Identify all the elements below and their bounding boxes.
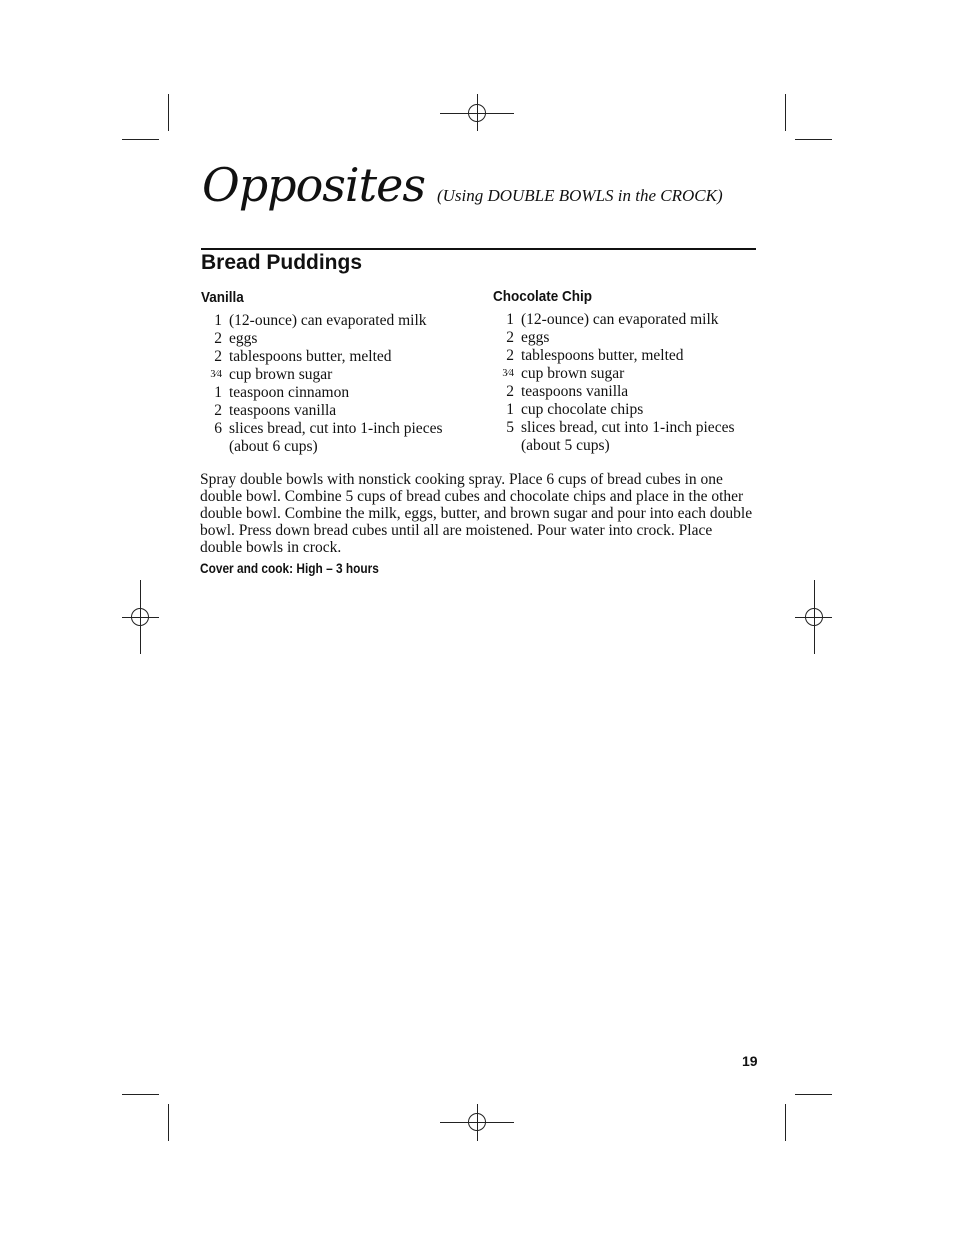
recipe-vanilla xyxy=(201,289,442,456)
page-subtitle: (Using DOUBLE BOWLS in the CROCK) xyxy=(436,186,723,205)
ingredient-qty: 3⁄4 xyxy=(210,369,222,380)
ingredient-row xyxy=(200,384,442,402)
ingredient-item: tablespoons butter, melted xyxy=(521,347,684,364)
ingredient-qty: 1 xyxy=(506,311,514,328)
ingredient-qty: 1 xyxy=(214,312,222,329)
ingredient-row xyxy=(492,329,734,347)
recipe-name: Vanilla xyxy=(201,289,244,306)
ingredient-item: eggs xyxy=(521,329,550,346)
page-title: Opposites xyxy=(202,158,425,212)
ingredient-item: cup brown sugar xyxy=(229,366,333,383)
crop-mark xyxy=(795,1094,832,1095)
cook-note: Cover and cook: High – 3 hours xyxy=(200,561,379,576)
ingredient-row xyxy=(492,419,734,455)
ingredient-row xyxy=(492,347,734,365)
ingredient-item: teaspoon cinnamon xyxy=(229,384,350,401)
recipe-name: Chocolate Chip xyxy=(493,288,593,305)
ingredient-row xyxy=(492,365,734,383)
ingredient-list xyxy=(492,311,734,455)
page-number: 19 xyxy=(742,1053,758,1069)
ingredient-item: (12-ounce) can evaporated milk xyxy=(229,312,427,329)
ingredient-qty: 2 xyxy=(506,347,514,364)
crop-mark xyxy=(168,94,169,131)
ingredient-qty: 2 xyxy=(214,402,222,419)
instructions-paragraph: Spray double bowls with nonstick cooking spray. Place 6 cups of bread cubes in one double bowl. Combine 5 cups of bread cubes and chocolate chips and place in the other double bowl. Combine the milk, eggs, butter, and brown sugar and pour into each double bowl. Press down bread cubes until all are moistened. Pour water into crock. Place double bowls in crock. xyxy=(200,471,753,556)
section-divider xyxy=(201,248,756,250)
section-title: Bread Puddings xyxy=(201,251,363,274)
crop-mark xyxy=(168,1104,169,1141)
ingredient-qty: 5 xyxy=(506,419,514,436)
ingredient-qty: 1 xyxy=(214,384,222,401)
recipe-chocolate-chip xyxy=(493,288,734,455)
ingredient-qty: 2 xyxy=(506,329,514,346)
crop-mark xyxy=(785,1104,786,1141)
page-header xyxy=(202,158,723,212)
ingredient-qty: 2 xyxy=(214,348,222,365)
ingredient-item: slices bread, cut into 1-inch pieces (about 5 cups) xyxy=(521,419,735,454)
ingredient-row xyxy=(200,402,442,420)
ingredient-qty: 6 xyxy=(214,420,222,437)
ingredient-qty: 1 xyxy=(506,401,514,418)
crop-mark xyxy=(122,1094,159,1095)
ingredient-list xyxy=(200,312,442,456)
ingredient-qty: 2 xyxy=(506,383,514,400)
ingredient-row xyxy=(492,311,734,329)
ingredient-item: cup brown sugar xyxy=(521,365,625,382)
ingredient-qty: 3⁄4 xyxy=(502,368,514,379)
ingredient-qty: 2 xyxy=(214,330,222,347)
ingredient-row xyxy=(492,383,734,401)
ingredient-row xyxy=(200,420,442,456)
ingredient-item: slices bread, cut into 1-inch pieces (about 6 cups) xyxy=(229,420,443,455)
ingredient-row xyxy=(200,366,442,384)
ingredient-item: teaspoons vanilla xyxy=(521,383,629,400)
ingredient-item: eggs xyxy=(229,330,258,347)
ingredient-item: tablespoons butter, melted xyxy=(229,348,392,365)
ingredient-row xyxy=(200,348,442,366)
crop-mark xyxy=(122,139,159,140)
ingredient-item: cup chocolate chips xyxy=(521,401,644,418)
crop-mark xyxy=(785,94,786,131)
crop-mark xyxy=(795,139,832,140)
ingredient-row xyxy=(200,312,442,330)
ingredient-row xyxy=(492,401,734,419)
ingredient-row xyxy=(200,330,442,348)
ingredient-item: teaspoons vanilla xyxy=(229,402,337,419)
ingredient-item: (12-ounce) can evaporated milk xyxy=(521,311,719,328)
